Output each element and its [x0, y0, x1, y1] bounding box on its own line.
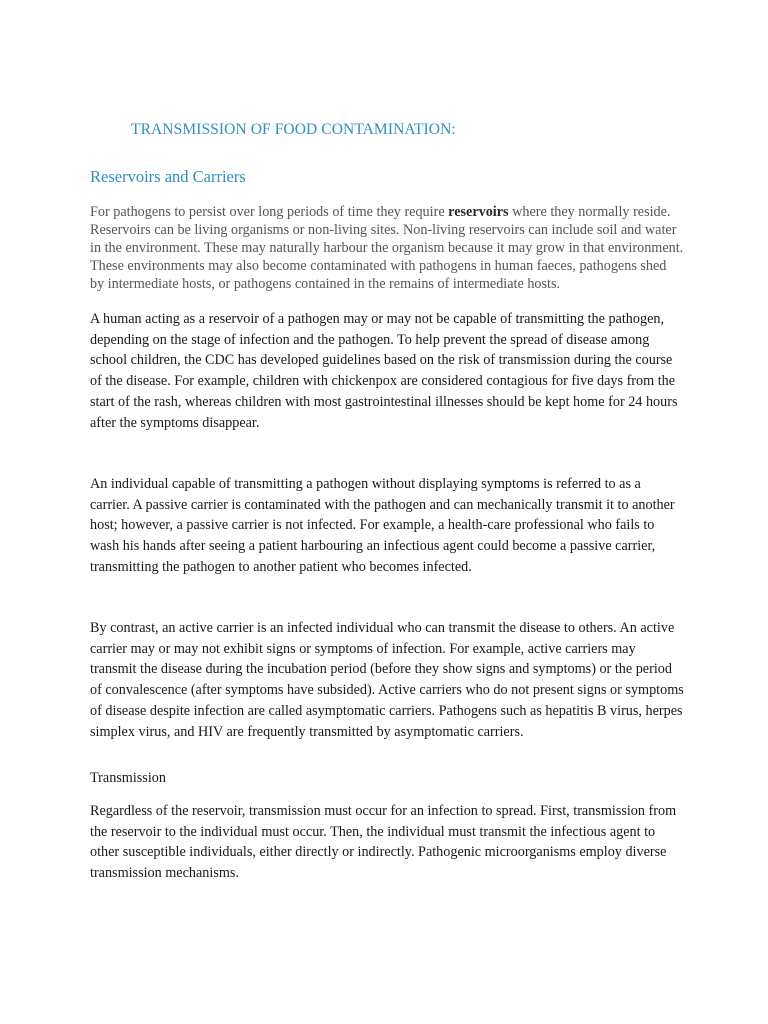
subheading-transmission: Transmission: [90, 770, 166, 786]
paragraph-active-carrier: By contrast, an active carrier is an infected individual who can transmit the disease to others. An active carrier may or may not exhibit signs or symptoms of infection. For example, active carriers may transmit the disease during the incubation period (before they show signs and symptoms) or the period of convalescence (after symptoms have subsided). Active carriers who do not present signs or symptoms of disease despite infection are called asymptomatic carriers. Pathogens such as hepatitis B virus, herpes simplex virus, and HIV are frequently transmitted by asymptomatic carriers.: [90, 620, 684, 740]
paragraph-human-reservoir: A human acting as a reservoir of a pathogen may or may not be capable of transmitting the pathogen, depending on the stage of infection and the pathogen. To help prevent the spread of disease among school children, the CDC has developed guidelines based on the risk of transmission during the course of the disease. For example, children with chickenpox are considered contagious for five days from the start of the rash, whereas children with most gastrointestinal illnesses should be kept home for 24 hours after the symptoms disappear.: [90, 311, 678, 431]
intro-text-start: For pathogens to persist over long periods of time they require: [90, 204, 449, 220]
intro-paragraph: [90, 204, 684, 294]
intro-bold-term: reservoirs: [448, 204, 509, 220]
paragraph-transmission: Regardless of the reservoir, transmission must occur for an infection to spread. First, transmission from the reservoir to the individual must occur. Then, the individual must transmit the infectious agent to other susceptible individuals, either directly or indirectly. Pathogenic microorganisms employ diverse transmission mechanisms.: [90, 803, 677, 882]
document-title: TRANSMISSION OF FOOD CONTAMINATION:: [131, 121, 456, 138]
intro-text-end: where they normally reside. Reservoirs can be living organisms or non-living sites. Non-living reservoirs can include soil and water in the environment. These may naturally harbour the organism because it may grow in that environment. These environments may also become contaminated with pathogens in human faeces, pathogens shed by intermediate hosts, or pathogens contained in the remains of intermediate hosts.: [90, 204, 684, 292]
section-heading-reservoirs: Reservoirs and Carriers: [90, 167, 246, 186]
paragraph-passive-carrier: An individual capable of transmitting a pathogen without displaying symptoms is referred to as a carrier. A passive carrier is contaminated with the pathogen and can mechanically transmit it to another host; however, a passive carrier is not infected. For example, a health-care professional who fails to wash his hands after seeing a patient harbouring an infectious agent could become a passive carrier, transmitting the pathogen to another patient who becomes infected.: [90, 476, 675, 575]
